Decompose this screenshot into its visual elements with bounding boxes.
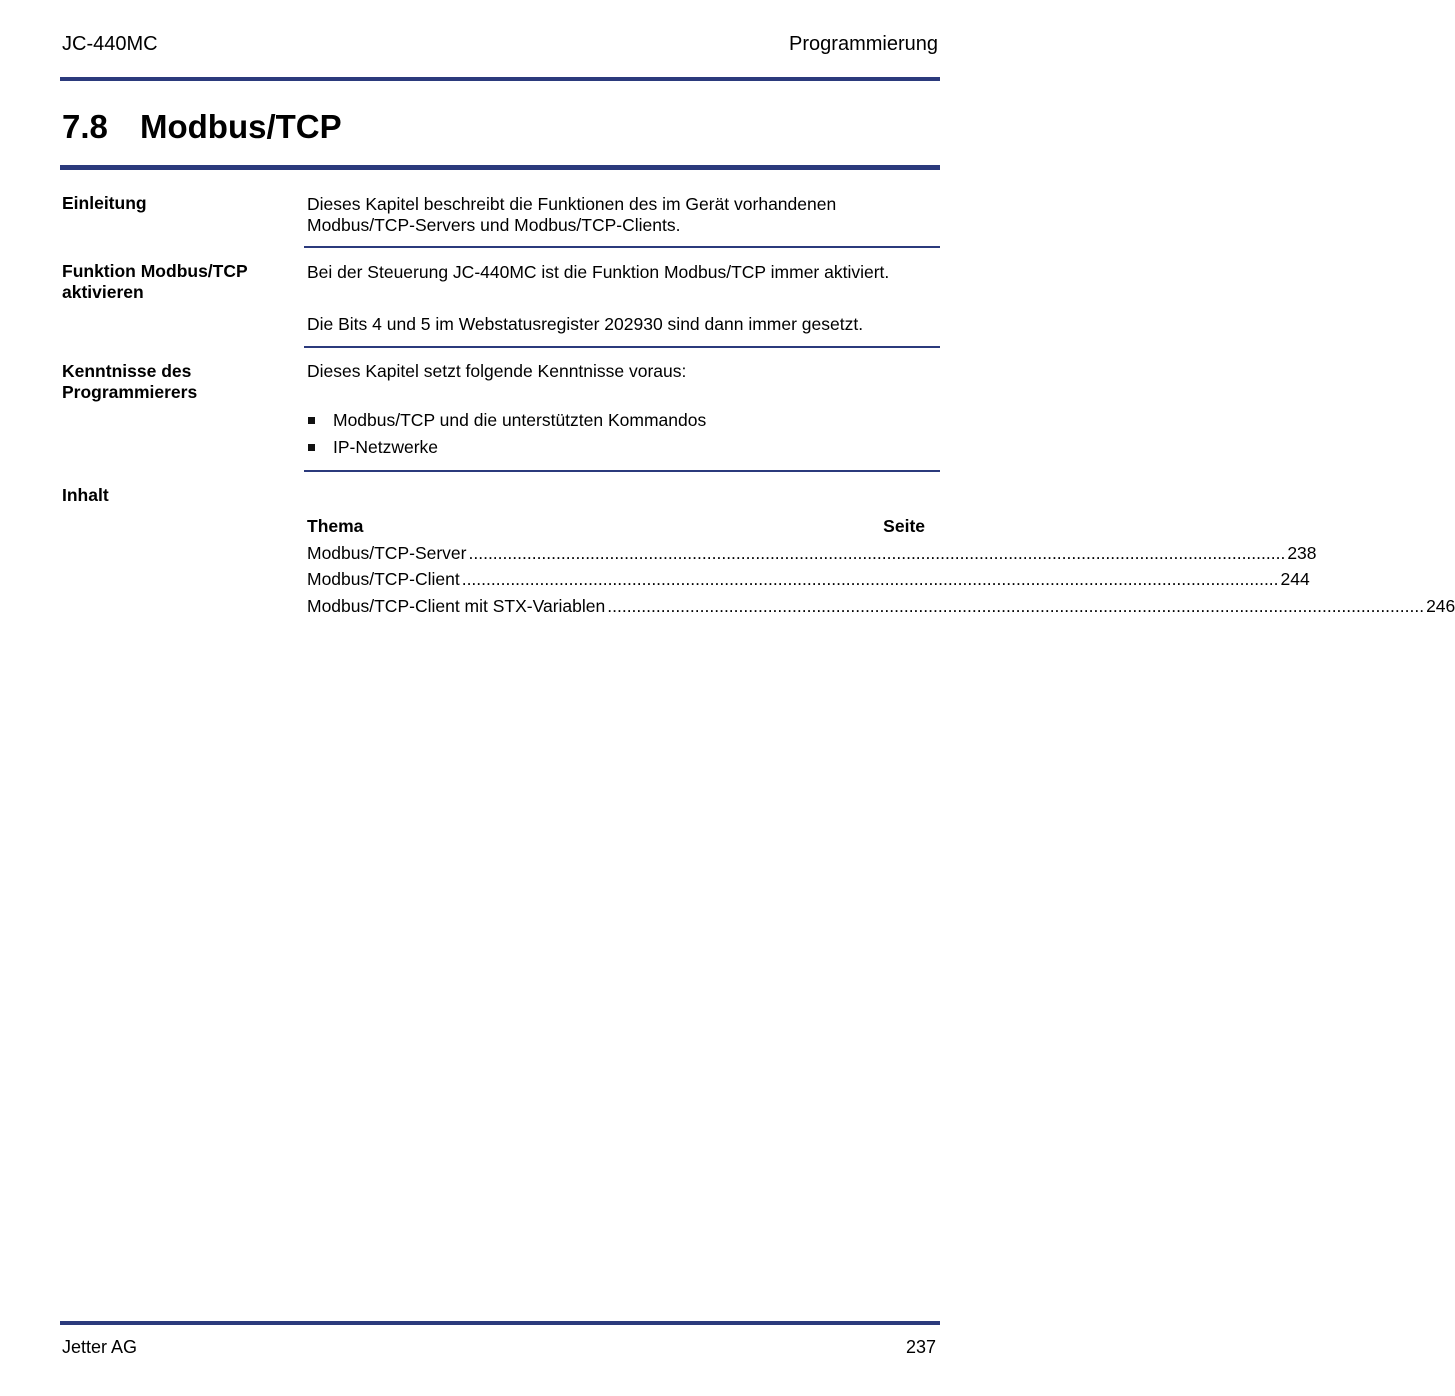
aktivieren-para1: Bei der Steuerung JC-440MC ist die Funktion Modbus/TCP immer aktiviert.	[307, 262, 890, 282]
einleitung-text: Dieses Kapitel beschreibt die Funktionen des im Gerät vorhandenen Modbus/TCP-Servers und Modbus/TCP-Clients.	[307, 194, 837, 235]
toc-col-topic: Thema	[307, 516, 364, 536]
header-section: Programmierung	[789, 33, 938, 55]
bullet-square-icon	[308, 444, 315, 451]
title-rule	[60, 165, 940, 170]
section-divider	[304, 346, 940, 348]
kenntnisse-intro: Dieses Kapitel setzt folgende Kenntnisse voraus:	[307, 361, 687, 381]
list-item-text: IP-Netzwerke	[333, 437, 439, 457]
toc-row[interactable]	[307, 566, 1310, 593]
toc-page: 238	[1287, 542, 1317, 563]
toc-topic[interactable]: Modbus/TCP-Client	[307, 569, 460, 589]
section-label-inhalt: Inhalt	[62, 485, 109, 505]
section-divider	[304, 470, 940, 472]
section-label-einleitung: Einleitung	[62, 193, 147, 213]
page-number: 237	[905, 1337, 936, 1357]
header-rule	[60, 77, 940, 81]
toc-leader: ........................................................................................................................................................................	[468, 542, 1286, 563]
chapter-title: Modbus/TCP	[140, 108, 342, 145]
toc-leader: ........................................................................................................................................................................	[607, 595, 1425, 616]
chapter-number: 7.8	[62, 108, 108, 145]
label-line: Programmierers	[62, 382, 198, 402]
bullet-square-icon	[308, 417, 315, 424]
toc-col-page: Seite	[883, 516, 925, 536]
label-line: Funktion Modbus/TCP	[62, 261, 248, 281]
list-item	[307, 407, 937, 434]
footer-rule	[60, 1321, 940, 1325]
footer-company: Jetter AG	[62, 1337, 138, 1357]
label-line: aktivieren	[62, 282, 144, 302]
toc-row[interactable]	[307, 540, 1317, 567]
toc-page: 246	[1426, 595, 1455, 616]
list-item	[307, 434, 937, 461]
aktivieren-para2: Die Bits 4 und 5 im Webstatusregister 202930 sind dann immer gesetzt.	[307, 314, 864, 334]
section-label-kenntnisse	[62, 361, 292, 403]
toc-row[interactable]	[307, 593, 1455, 620]
toc-header	[307, 513, 925, 540]
section-divider	[304, 246, 940, 248]
toc-table	[307, 513, 1455, 619]
kenntnisse-list	[307, 407, 937, 461]
list-item-text: Modbus/TCP und die unterstützten Kommandos	[333, 410, 707, 430]
header-product: JC-440MC	[62, 33, 158, 55]
toc-leader: ........................................................................................................................................................................	[461, 569, 1279, 589]
toc-topic[interactable]: Modbus/TCP-Server	[307, 542, 467, 563]
toc-page: 244	[1280, 569, 1310, 589]
label-line: Kenntnisse des	[62, 361, 192, 381]
toc-topic[interactable]: Modbus/TCP-Client mit STX-Variablen	[307, 595, 606, 616]
section-label-aktivieren	[62, 261, 292, 303]
